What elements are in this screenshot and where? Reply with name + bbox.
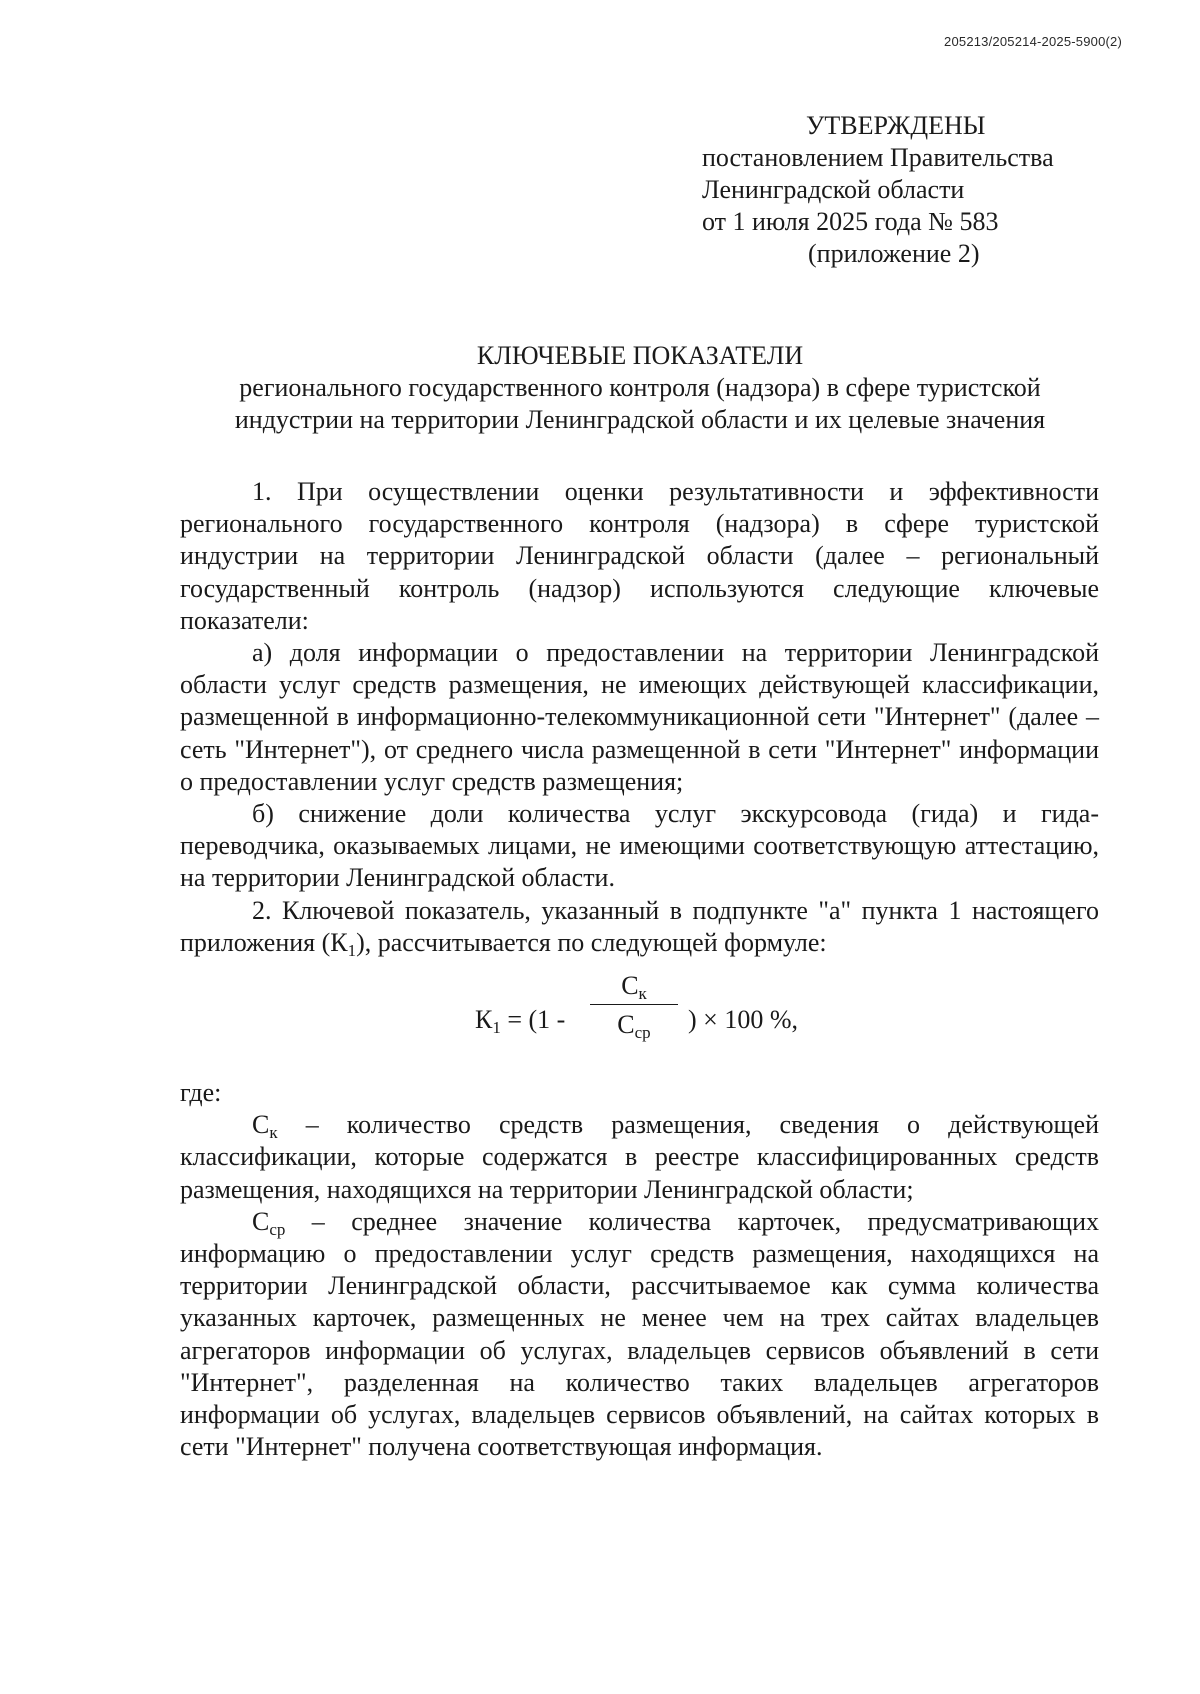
formula-numerator-subscript: к [638,984,647,1004]
approval-appendix: (приложение 2) [808,239,980,268]
definition-ccp-symbol: С [252,1206,270,1236]
paragraph-1: 1. При осуществлении оценки результативности и эффективности регионального государственного контроля (надзора) в сфере туристской индустрии на территории Ленинградской области (далее – региональный государственный контроль (надзор) используются следующие ключевые показатели: [180,477,1099,635]
paragraph-1b: б) снижение доли количества услуг экскурсовода (гида) и гида-переводчика, оказываемых лицами, не имеющими соответствующую аттестацию, на территории Ленинградской области. [180,799,1099,893]
document-body [180,476,1099,1463]
approval-line-2: Ленинградской области [702,175,965,204]
title-subtitle-line-1: регионального государственного контроля (надзора) в сфере туристской [239,373,1041,402]
approval-heading: УТВЕРЖДЕНЫ [806,111,986,140]
formula-lhs-equals: = (1 - [500,1005,572,1035]
formula-fraction [590,969,678,1042]
formula-denominator-symbol: С [617,1010,635,1040]
definition-ck-text: – количество средств размещения, сведения о действующей классификации, которые содержатся в реестре классифицированных средств размещения, находящихся на территории Ленинградской области; [180,1110,1099,1204]
definition-ck-symbol: С [252,1110,270,1140]
formula-denominator-subscript: ср [634,1023,651,1043]
approval-line-1: постановлением Правительства [702,143,1054,172]
paragraph-1a: а) доля информации о предоставлении на территории Ленинградской области услуг средств размещения, не имеющих действующей классификации, размещенной в информационно-телекоммуникационной сети "Интернет" (далее – сеть "Интернет"), от среднего числа размещенной в сети "Интернет" информации о предоставлении услуг средств размещения; [180,638,1099,796]
formula-rhs: ) × 100 %, [688,1005,798,1035]
document-title [180,340,1100,436]
title-main: КЛЮЧЕВЫЕ ПОКАЗАТЕЛИ [476,341,804,370]
definition-ccp-subscript: ср [269,1219,286,1239]
formula-numerator [590,969,678,1003]
title-subtitle-line-2: индустрии на территории Ленинградской области и их целевые значения [234,405,1046,434]
formula-lhs [475,1004,572,1036]
definition-ck-subscript: к [269,1123,278,1143]
formula-denominator [590,1008,678,1042]
paragraph-2 [180,895,1099,959]
paragraph-2-start: 2. Ключевой показатель, указанный в подпункте "а" пункта 1 настоящего приложения (К [180,895,1099,957]
formula-fraction-bar [590,1004,678,1005]
definition-ck [180,1109,1099,1206]
formula-lhs-subscript: 1 [492,1018,501,1038]
formula-lhs-symbol: К [475,1005,493,1035]
formula-k1 [180,959,1099,1077]
formula-numerator-symbol: С [621,971,639,1001]
approval-stamp [702,110,1122,270]
document-id: 205213/205214-2025-5900(2) [944,34,1122,49]
approval-line-3: от 1 июля 2025 года № 583 [702,207,999,236]
paragraph-2-subscript: 1 [347,940,357,960]
definition-ccp [180,1206,1099,1464]
where-label: где: [180,1078,222,1108]
definition-ccp-text: – среднее значение количества карточек, предусматривающих информацию о предоставлении услуг средств размещения, находящихся на территории Ленинградской области, рассчитываемое как сумма количества указанных карточек, размещенных не менее чем на трех сайтах владельцев агрегаторов информации об услугах, владельцев сервисов объявлений в сети "Интернет", разделенная на количество таких владельцев агрегаторов информации об услугах, владельцев сервисов объявлений, на сайтах которых в сети "Интернет" получена соответствующая информация. [180,1206,1099,1462]
paragraph-2-end: ), рассчитывается по следующей формуле: [356,927,827,957]
